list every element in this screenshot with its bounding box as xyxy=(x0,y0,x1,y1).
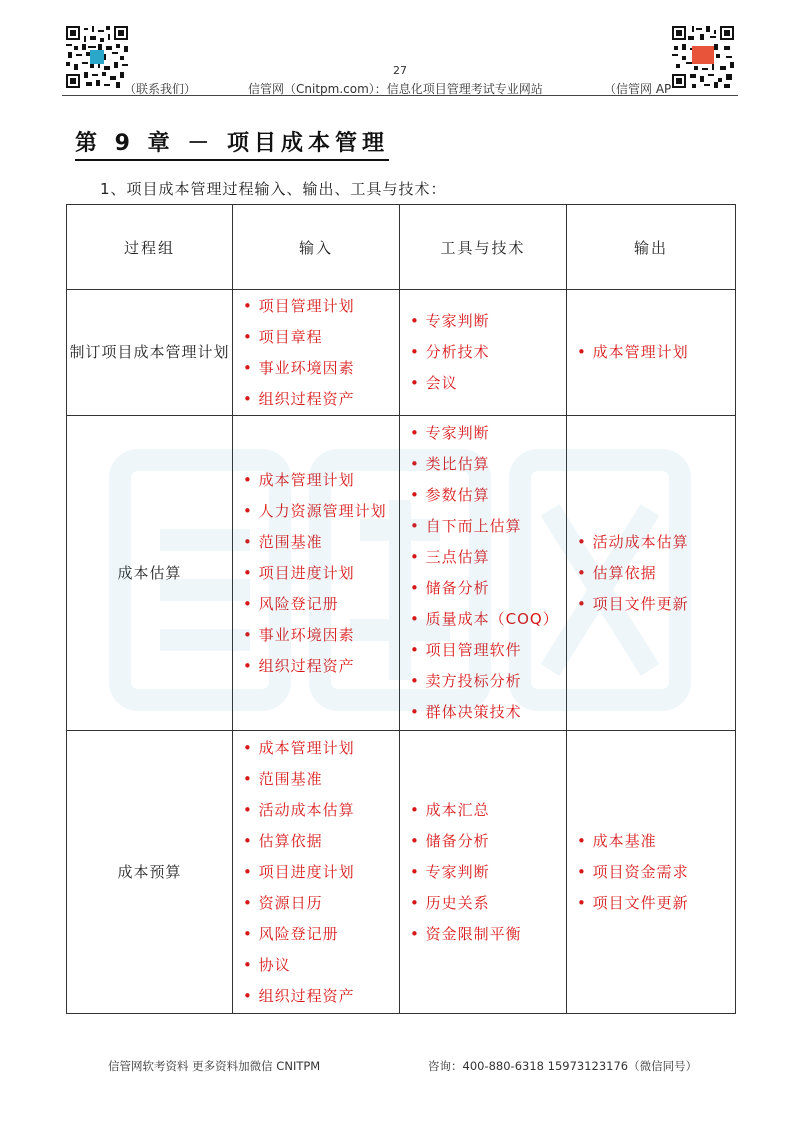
process-table xyxy=(66,204,736,1014)
list-item: • 项目进度计划 xyxy=(243,857,399,888)
outputs-cell xyxy=(567,416,736,731)
list-item: • 事业环境因素 xyxy=(243,353,399,384)
list-item: • 范围基准 xyxy=(243,527,399,558)
list-item: • 类比估算 xyxy=(410,449,566,480)
tools-cell xyxy=(400,416,567,731)
inputs-cell xyxy=(233,731,400,1014)
list-item: • 项目管理计划 xyxy=(243,291,399,322)
item-list xyxy=(567,527,735,620)
list-item: • 自下而上估算 xyxy=(410,511,566,542)
list-item: • 事业环境因素 xyxy=(243,620,399,651)
item-list xyxy=(567,826,735,919)
list-item: • 三点估算 xyxy=(410,542,566,573)
header-inputs: 输入 xyxy=(233,205,400,290)
list-item: • 卖方投标分析 xyxy=(410,666,566,697)
list-item: • 储备分析 xyxy=(410,573,566,604)
item-list xyxy=(233,733,399,1012)
item-list xyxy=(400,418,566,728)
list-item: • 项目文件更新 xyxy=(577,589,735,620)
list-item: • 资金限制平衡 xyxy=(410,919,566,950)
list-item: • 活动成本估算 xyxy=(577,527,735,558)
qr-code-left xyxy=(64,24,130,90)
header-outputs: 输出 xyxy=(567,205,736,290)
footer-left-text: 信管网软考资料 更多资料加微信 CNITPM xyxy=(108,1059,321,1073)
list-item: • 项目章程 xyxy=(243,322,399,353)
list-item: • 专家判断 xyxy=(410,306,566,337)
item-list xyxy=(400,795,566,950)
page-number: 27 xyxy=(393,64,407,77)
list-item: • 参数估算 xyxy=(410,480,566,511)
list-item: • 成本管理计划 xyxy=(243,465,399,496)
list-item: • 成本管理计划 xyxy=(243,733,399,764)
table-row xyxy=(67,416,736,731)
tools-cell xyxy=(400,731,567,1014)
header-center-text: 信管网（Cnitpm.com）：信息化项目管理考试专业网站 xyxy=(248,82,543,96)
process-group-cell: 制订项目成本管理计划 xyxy=(67,290,233,416)
table-row xyxy=(67,731,736,1014)
table-row xyxy=(67,290,736,416)
list-item: • 资源日历 xyxy=(243,888,399,919)
list-item: • 项目管理软件 xyxy=(410,635,566,666)
header-divider xyxy=(62,95,738,96)
list-item: • 专家判断 xyxy=(410,418,566,449)
tools-cell xyxy=(400,290,567,416)
outputs-cell xyxy=(567,731,736,1014)
list-item: • 成本管理计划 xyxy=(577,337,735,368)
list-item: • 成本汇总 xyxy=(410,795,566,826)
table-header-row xyxy=(67,205,736,290)
process-group-cell: 成本预算 xyxy=(67,731,233,1014)
list-item: • 储备分析 xyxy=(410,826,566,857)
list-item: • 分析技术 xyxy=(410,337,566,368)
list-item: • 会议 xyxy=(410,368,566,399)
list-item: • 项目文件更新 xyxy=(577,888,735,919)
list-item: • 项目进度计划 xyxy=(243,558,399,589)
list-item: • 风险登记册 xyxy=(243,589,399,620)
header-tools: 工具与技术 xyxy=(400,205,567,290)
list-item: • 风险登记册 xyxy=(243,919,399,950)
list-item: • 人力资源管理计划 xyxy=(243,496,399,527)
qr-code-right xyxy=(670,24,736,90)
qr-code-icon xyxy=(64,24,130,90)
list-item: • 历史关系 xyxy=(410,888,566,919)
header-left-text[interactable]: （联系我们） xyxy=(124,82,197,96)
item-list xyxy=(233,291,399,415)
list-item: • 群体决策技术 xyxy=(410,697,566,728)
section-intro: 1、项目成本管理过程输入、输出、工具与技术： xyxy=(100,180,447,198)
header-right-text: （信管网 AP xyxy=(604,82,672,96)
list-item: • 范围基准 xyxy=(243,764,399,795)
item-list xyxy=(400,306,566,399)
list-item: • 活动成本估算 xyxy=(243,795,399,826)
list-item: • 组织过程资产 xyxy=(243,384,399,415)
process-group-cell: 成本估算 xyxy=(67,416,233,731)
item-list xyxy=(233,465,399,682)
list-item: • 项目资金需求 xyxy=(577,857,735,888)
outputs-cell xyxy=(567,290,736,416)
list-item: • 估算依据 xyxy=(577,558,735,589)
chapter-title: 第 9 章 － 项目成本管理 xyxy=(75,126,389,161)
list-item: • 组织过程资产 xyxy=(243,651,399,682)
qr-code-icon xyxy=(670,24,736,90)
list-item: • 组织过程资产 xyxy=(243,981,399,1012)
item-list xyxy=(567,337,735,368)
list-item: • 估算依据 xyxy=(243,826,399,857)
inputs-cell xyxy=(233,290,400,416)
footer-right-text: 咨询：400-880-6318 15973123176（微信同号） xyxy=(428,1059,698,1073)
list-item: • 协议 xyxy=(243,950,399,981)
list-item: • 质量成本（COQ） xyxy=(410,604,566,635)
list-item: • 专家判断 xyxy=(410,857,566,888)
list-item: • 成本基准 xyxy=(577,826,735,857)
header-process-group: 过程组 xyxy=(67,205,233,290)
inputs-cell xyxy=(233,416,400,731)
